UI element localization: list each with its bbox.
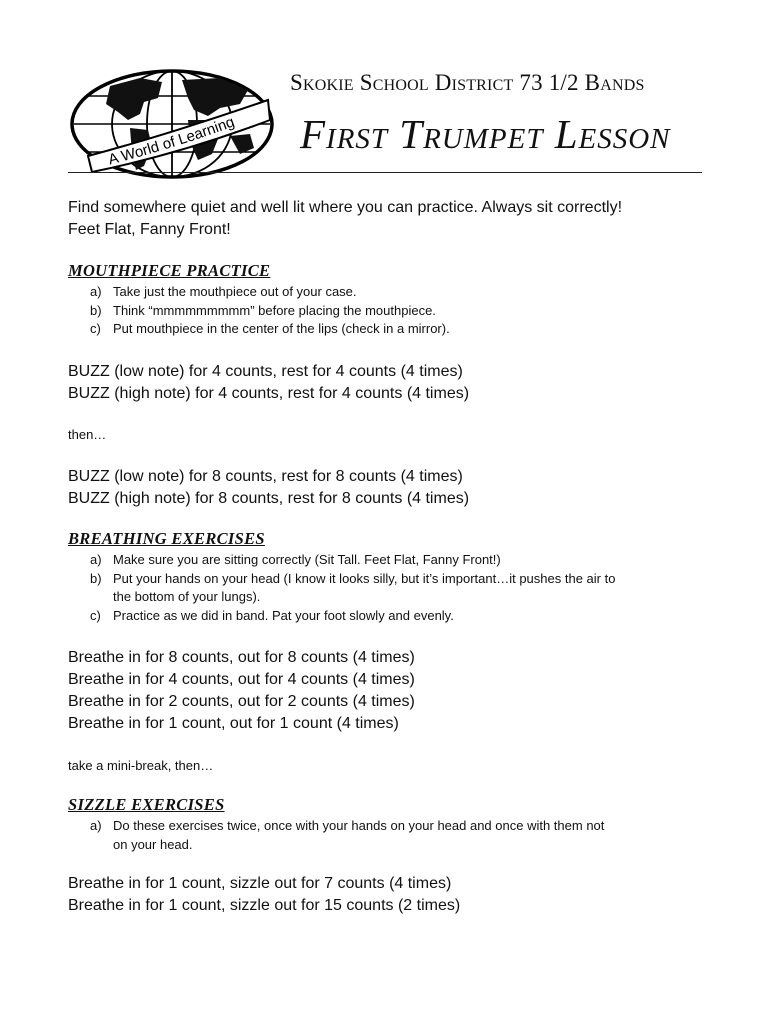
list-item: b) Think “mmmmmmmmm” before placing the mouthpiece. [90, 302, 436, 318]
header-divider [68, 172, 702, 173]
section-heading-sizzle: SIZZLE EXERCISES [68, 795, 225, 814]
buzz-set-1: BUZZ (low note) for 4 counts, rest for 4 counts (4 times) BUZZ (high note) for 4 counts, rest for 4 counts (4 times) [68, 363, 470, 402]
mouthpiece-list [90, 283, 450, 339]
list-item: a) Take just the mouthpiece out of your case. [90, 284, 357, 299]
list-item: c) Practice as we did in band. Pat your foot slowly and evenly. [90, 607, 454, 623]
intro-text: Find somewhere quiet and well lit where you can practice. Always sit correctly! Feet Flat, Fanny Front! [68, 199, 623, 238]
district-name: Skokie School District 73 1/2 Bands [290, 70, 645, 95]
list-item: c) Put mouthpiece in the center of the lips (check in a mirror). [90, 321, 450, 336]
sizzle-counts: Breathe in for 1 count, sizzle out for 7 counts (4 times) Breathe in for 1 count, sizzle out for 15 counts (2 times) [68, 875, 461, 914]
list-item: b) Put your hands on your head (I know it looks silly, but it’s important…it pushes the air to the bottom of your lungs). [90, 570, 616, 604]
section-heading-mouthpiece: MOUTHPIECE PRACTICE [68, 261, 271, 280]
sizzle-list [90, 817, 604, 854]
breathing-list [90, 551, 615, 625]
list-item: a) Make sure you are sitting correctly (Sit Tall. Feet Flat, Fanny Front!) [90, 552, 501, 567]
break-text: take a mini-break, then… [68, 758, 214, 773]
logo-text: A World of Learning [106, 113, 237, 169]
list-item: a) Do these exercises twice, once with your hands on your head and once with them not on your head. [90, 818, 605, 852]
section-heading-breathing: BREATHING EXERCISES [68, 529, 265, 548]
globe-logo [70, 68, 275, 180]
buzz-set-2: BUZZ (low note) for 8 counts, rest for 8 counts (4 times) BUZZ (high note) for 8 counts, rest for 8 counts (4 times) [68, 468, 470, 507]
then-text: then… [68, 427, 107, 442]
breathe-counts: Breathe in for 8 counts, out for 8 counts (4 times) Breathe in for 4 counts, out for 4 counts (4 times) Breathe in for 2 counts, out for 2 counts (4 times) Breathe in for 1 count, out for 1 count (4 times) [68, 649, 415, 732]
page-title: First Trumpet Lesson [300, 111, 671, 157]
